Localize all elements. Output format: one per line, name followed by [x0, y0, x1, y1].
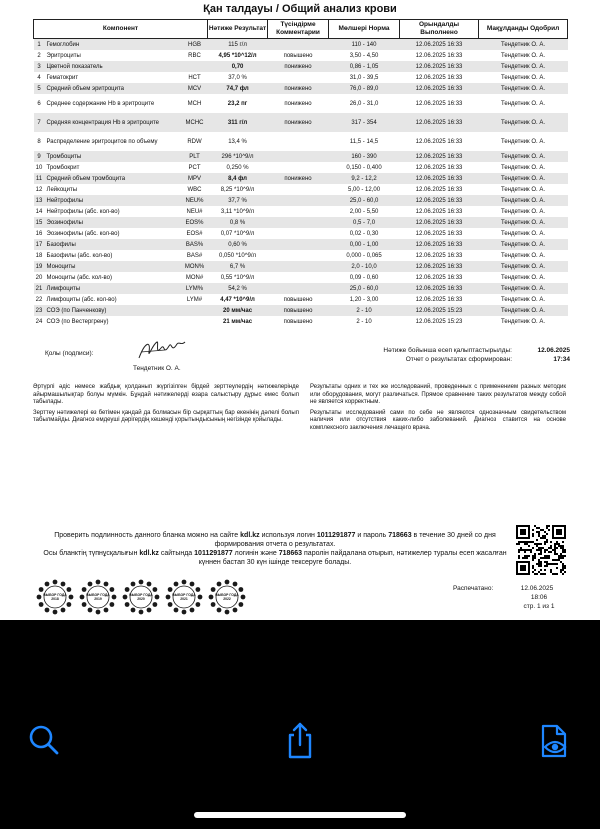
row-number: 7	[34, 113, 45, 132]
qr-code	[516, 525, 566, 575]
row-number: 8	[37, 138, 41, 145]
row-norm: 0,09 - 0,60	[349, 274, 379, 281]
row-norm: 160 - 390	[329, 151, 400, 162]
row-approved: Тендетник О. А.	[479, 261, 568, 272]
table-row	[34, 272, 568, 283]
row-approved: Тендетник О. А.	[501, 318, 546, 325]
row-approved: Тендетник О. А.	[479, 83, 568, 94]
row-number: 12	[35, 186, 43, 193]
row-norm: 317 - 354	[329, 113, 400, 132]
table-row	[34, 113, 568, 132]
report-date-label: Нәтиже бойынша есеп қалыптастырылды:	[383, 347, 512, 354]
row-approved: Тендетник О. А.	[479, 217, 568, 228]
verify-password: 718663	[388, 532, 412, 539]
row-done: 12.06.2025 16:33	[415, 208, 463, 215]
row-result: 8,25 *10^9/л	[220, 186, 255, 193]
signer-name: Тендетник О. А.	[133, 365, 181, 372]
row-number: 18	[35, 252, 43, 259]
table-row	[34, 173, 568, 184]
row-done: 12.06.2025 16:33	[400, 113, 479, 132]
row-code: PCT	[188, 164, 201, 171]
col-norm: Мөлшері Норма	[329, 20, 400, 39]
row-number: 10	[35, 164, 43, 171]
row-comment: понижено	[268, 113, 329, 132]
row-approved: Тендетник О. А.	[479, 151, 568, 162]
row-number: 4	[37, 74, 41, 81]
report-time-value: 17:34	[553, 356, 570, 363]
table-row	[34, 195, 568, 206]
row-done: 12.06.2025 15:23	[400, 305, 479, 316]
row-component: Гематокрит	[46, 74, 79, 81]
row-component: Гемоглобин	[45, 39, 182, 51]
table-row	[34, 184, 568, 195]
row-component: Цветной показатель	[45, 61, 182, 72]
row-result: 0,250 %	[226, 164, 249, 171]
row-norm: 1,20 - 3,00	[349, 296, 379, 303]
row-comment: понижено	[284, 100, 312, 107]
row-comment	[268, 39, 329, 51]
row-done: 12.06.2025 16:33	[415, 230, 463, 237]
row-approved: Тендетник О. А.	[479, 113, 568, 132]
row-norm: 3,50 - 4,50	[349, 52, 379, 59]
row-done: 12.06.2025 16:33	[400, 39, 479, 51]
row-comment	[268, 162, 329, 173]
row-result: 0,70	[208, 61, 268, 72]
row-done: 12.06.2025 16:33	[400, 283, 479, 294]
row-done: 12.06.2025 16:33	[400, 173, 479, 184]
row-norm: 110 - 140	[329, 39, 400, 51]
row-code	[182, 316, 208, 327]
row-done: 12.06.2025 16:33	[400, 239, 479, 250]
row-result: 3,11 *10^9/л	[220, 208, 255, 215]
row-approved: Тендетник О. А.	[501, 296, 546, 303]
row-norm: 0,5 - 7,0	[329, 217, 400, 228]
col-done: Орындалды Выполнено	[400, 20, 479, 39]
row-component: Средний объем эритроцита	[45, 83, 182, 94]
row-code: EOS#	[186, 230, 203, 237]
row-approved: Тендетник О. А.	[501, 274, 546, 281]
row-code: MON%	[182, 261, 208, 272]
row-comment	[268, 151, 329, 162]
report-date-value: 12.06.2025	[537, 347, 570, 354]
row-component: Лейкоциты	[46, 186, 78, 193]
row-code: MON#	[185, 274, 204, 281]
row-code: EOS%	[182, 217, 208, 228]
award-badge: ВЫБОР ГОДА 2019	[78, 578, 118, 616]
row-result: 296 *10^9/л	[208, 151, 268, 162]
row-approved: Тендетник О. А.	[501, 208, 546, 215]
row-approved: Тендетник О. А.	[501, 186, 546, 193]
row-comment	[268, 239, 329, 250]
row-component: Эритроциты	[46, 52, 81, 59]
row-comment: повышено	[268, 305, 329, 316]
row-comment	[268, 72, 329, 83]
row-comment	[268, 283, 329, 294]
table-row	[34, 283, 568, 294]
row-result: 37,7 %	[208, 195, 268, 206]
row-number: 2	[37, 52, 41, 59]
row-norm: 2 - 10	[356, 318, 372, 325]
row-code: RBC	[188, 52, 201, 59]
row-done: 12.06.2025 16:33	[415, 252, 463, 259]
row-result: 23,2 пг	[227, 100, 248, 107]
printed-time: 18:06	[530, 594, 548, 601]
home-indicator[interactable]	[194, 812, 406, 818]
col-comment: Түсіндірме Комментарии	[268, 20, 329, 39]
row-norm: 0,02 - 0,30	[349, 230, 379, 237]
row-comment: повышено	[283, 52, 313, 59]
row-number: 5	[34, 83, 45, 94]
signature-label: Қолы (подписи):	[45, 350, 94, 357]
table-row	[34, 239, 568, 250]
row-approved: Тендетник О. А.	[479, 305, 568, 316]
row-done: 12.06.2025 16:33	[415, 52, 463, 59]
row-approved: Тендетник О. А.	[479, 239, 568, 250]
row-result: 74,7 фл	[208, 83, 268, 94]
row-code: MCH	[187, 100, 202, 107]
row-number: 9	[34, 151, 45, 162]
row-norm: 2,00 - 5,50	[349, 208, 379, 215]
row-result: 13,4 %	[228, 138, 247, 145]
table-row	[34, 50, 568, 61]
row-done: 12.06.2025 16:33	[415, 138, 463, 145]
row-result: 0,050 *10^9/л	[219, 252, 257, 259]
table-row	[34, 39, 568, 51]
row-norm: 25,0 - 60,0	[329, 195, 400, 206]
row-code: RDW	[187, 138, 202, 145]
row-comment	[268, 217, 329, 228]
row-approved: Тендетник О. А.	[501, 164, 546, 171]
row-component: Тромбоциты	[45, 151, 182, 162]
row-component: Базофилы (абс. кол-во)	[46, 252, 113, 259]
note-ru-2: Результаты исследований сами по себе не являются однозначным свидетельством наличия или отсутствия каких-либо заболеваний. Диагноз ставится на основе комплексного заключения лечащего врача.	[310, 409, 566, 431]
row-done: 12.06.2025 15:23	[415, 318, 463, 325]
note-ru-1: Результаты одних и тех же исследований, проведенных с применением разных методик или оборудования, могут различаться. Прямое сравнение таких результатов между собой не является корректным.	[310, 384, 566, 406]
printed-label: Распечатано:	[453, 585, 494, 592]
row-norm: 76,0 - 89,0	[329, 83, 400, 94]
row-comment: повышено	[283, 296, 313, 303]
row-code	[182, 61, 208, 72]
row-done: 12.06.2025 16:33	[415, 74, 463, 81]
row-number: 15	[34, 217, 45, 228]
row-norm: 2,0 - 10,0	[329, 261, 400, 272]
row-done: 12.06.2025 16:33	[415, 100, 463, 107]
row-done: 12.06.2025 16:33	[400, 83, 479, 94]
table-row	[34, 261, 568, 272]
row-number: 16	[35, 230, 43, 237]
row-component: Распределение эритроцитов по объему	[46, 138, 158, 145]
row-component: Средний объем тромбоцита	[45, 173, 182, 184]
note-kz-1: Әртүрлі әдіс немесе жабдық қолданып жүргізілген бірдей зерттеулердің нәтижелерінде айырмашылықтар болуы мүмкін. Бұндай нәтижелерді өзара салыстыру дұрыс емес болып табылады.	[33, 384, 299, 406]
row-component: Базофилы	[45, 239, 182, 250]
table-row	[34, 151, 568, 162]
row-component: СОЭ (по Вестергрену)	[46, 318, 109, 325]
row-approved: Тендетник О. А.	[501, 74, 546, 81]
row-result: 6,7 %	[208, 261, 268, 272]
row-comment	[268, 195, 329, 206]
row-number: 13	[34, 195, 45, 206]
report-time-label: Отчет о результатах сформирован:	[405, 356, 512, 363]
table-header	[34, 20, 568, 39]
col-approved: Мақұлданды Одобрил	[479, 20, 568, 39]
row-norm: 25,0 - 60,0	[329, 283, 400, 294]
award-badge: ВЫБОР ГОДА 2020	[121, 578, 161, 616]
row-component: Моноциты	[45, 261, 182, 272]
page-title: Қан талдауы / Общий анализ крови	[203, 3, 397, 15]
row-component: Лимфоциты (абс. кол-во)	[46, 296, 117, 303]
row-number: 17	[34, 239, 45, 250]
row-comment	[268, 250, 329, 261]
row-approved: Тендетник О. А.	[479, 61, 568, 72]
row-norm: 0,150 - 0,400	[346, 164, 382, 171]
row-code: LYM%	[182, 283, 208, 294]
row-number: 3	[34, 61, 45, 72]
award-badges	[35, 578, 247, 616]
row-code: MPV	[182, 173, 208, 184]
row-number: 21	[34, 283, 45, 294]
row-code	[182, 305, 208, 316]
row-code: HCT	[188, 74, 201, 81]
verify-site: kdl.kz	[240, 532, 260, 539]
table-row	[34, 132, 568, 151]
row-code: PLT	[182, 151, 208, 162]
visual-lookup-icon[interactable]	[535, 720, 575, 760]
notes-russian	[310, 384, 566, 436]
row-result: 115 г/л	[208, 39, 268, 51]
row-result: 0,07 *10^9/л	[220, 230, 255, 237]
row-component: Среднее содержание Hb в эритроците	[46, 100, 155, 107]
row-result: 311 г/л	[208, 113, 268, 132]
row-code: NEU#	[186, 208, 203, 215]
share-icon[interactable]	[280, 720, 320, 760]
row-comment: повышено	[283, 318, 313, 325]
row-approved: Тендетник О. А.	[501, 138, 546, 145]
row-code: MCV	[182, 83, 208, 94]
row-approved: Тендетник О. А.	[479, 195, 568, 206]
table-row	[34, 83, 568, 94]
table-row	[34, 316, 568, 327]
row-code: WBC	[187, 186, 202, 193]
row-done: 12.06.2025 16:33	[400, 217, 479, 228]
row-comment	[268, 272, 329, 283]
row-comment	[268, 132, 329, 151]
col-component: Компонент	[34, 20, 208, 39]
note-kz-2: Зерттеу нәтижелері өз бетімен қандай да болмасын бір сырқаттың бар екенінің дәлелі болып табылмайды. Диагноз емдеуші дәрігердің кешенді қорытындысының негізінде қойылады.	[33, 409, 299, 424]
row-done: 12.06.2025 16:33	[400, 261, 479, 272]
row-component: Лимфоциты	[45, 283, 182, 294]
row-done: 12.06.2025 16:33	[400, 151, 479, 162]
row-done: 12.06.2025 16:33	[400, 195, 479, 206]
row-code: BAS#	[186, 252, 203, 259]
row-norm: 0,00 - 1,00	[329, 239, 400, 250]
report-date-block	[352, 346, 570, 364]
table-row	[34, 206, 568, 217]
row-norm: 2 - 10	[329, 305, 400, 316]
row-result: 0,60 %	[208, 239, 268, 250]
row-code: HGB	[182, 39, 208, 51]
row-result: 0,55 *10^9/л	[220, 274, 255, 281]
row-component: СОЭ (по Панченкову)	[45, 305, 182, 316]
row-result: 21 мм/час	[223, 318, 253, 325]
row-done: 12.06.2025 16:33	[400, 61, 479, 72]
row-component: Эозинофилы	[45, 217, 182, 228]
row-component: Эозинофилы (абс. кол-во)	[46, 230, 120, 237]
verify-login: 1011291877	[316, 532, 356, 539]
table-row	[34, 61, 568, 72]
table-row	[34, 217, 568, 228]
row-code: MCHC	[182, 113, 208, 132]
row-number: 23	[34, 305, 45, 316]
row-norm: 0,000 - 0,065	[346, 252, 382, 259]
row-approved: Тендетник О. А.	[501, 52, 546, 59]
row-approved: Тендетник О. А.	[479, 283, 568, 294]
notes-kazakh	[33, 384, 299, 428]
row-number: 24	[35, 318, 43, 325]
table-row	[34, 72, 568, 83]
row-comment	[268, 261, 329, 272]
row-number: 20	[35, 274, 43, 281]
results-table	[33, 19, 568, 327]
verification-text: Проверить подлинность данного бланка можно на сайте kdl.kz используя логин 1011291877 и пароль 718663 в течение 30 дней со дня формирования отчета о результатах. Осы бланктің түпнұсқалығын kdl.kz сайтында 1011291877 логинін және 718663 паролін пайдалана отырып, нәтижелер туралы есеп жасалған күннен бастап 30 күн ішінде тексеруге болады.	[43, 532, 507, 566]
row-number: 6	[37, 100, 41, 107]
row-approved: Тендетник О. А.	[479, 39, 568, 51]
row-comment: понижено	[268, 173, 329, 184]
print-info	[453, 584, 565, 611]
row-comment	[268, 228, 329, 239]
row-code: LYM#	[186, 296, 203, 303]
row-norm: 0,86 - 1,05	[329, 61, 400, 72]
row-norm: 31,0 - 39,5	[349, 74, 379, 81]
table-row	[34, 294, 568, 305]
row-component: Нейтрофилы	[45, 195, 182, 206]
row-approved: Тендетник О. А.	[479, 173, 568, 184]
row-number: 19	[34, 261, 45, 272]
row-approved: Тендетник О. А.	[501, 230, 546, 237]
row-result: 8,4 фл	[208, 173, 268, 184]
row-done: 12.06.2025 16:33	[415, 274, 463, 281]
row-number: 11	[34, 173, 45, 184]
row-approved: Тендетник О. А.	[501, 100, 546, 107]
row-number: 22	[35, 296, 43, 303]
row-norm: 11,5 - 14,5	[349, 138, 379, 145]
award-badge: ВЫБОР ГОДА 2021	[164, 578, 204, 616]
signature-image	[135, 338, 190, 364]
row-comment: понижено	[268, 61, 329, 72]
row-result: 20 мм/час	[208, 305, 268, 316]
row-code: BAS%	[182, 239, 208, 250]
row-number: 1	[34, 39, 45, 51]
bottom-toolbar	[0, 720, 600, 770]
table-row	[34, 305, 568, 316]
row-norm: 5,00 - 12,00	[348, 186, 381, 193]
row-result: 4,95 *10^12/л	[218, 52, 257, 59]
award-badge: ВЫБОР ГОДА 2022	[207, 578, 247, 616]
row-result: 4,47 *10^9/л	[220, 296, 255, 303]
row-code: NEU%	[182, 195, 208, 206]
row-component: Тромбокрит	[46, 164, 80, 171]
table-row	[34, 250, 568, 261]
row-comment	[268, 206, 329, 217]
row-result: 37,0 %	[228, 74, 247, 81]
col-result: Нәтиже Результат	[208, 20, 268, 39]
table-row	[34, 162, 568, 173]
row-component: Моноциты (абс. кол-во)	[46, 274, 112, 281]
award-badge: ВЫБОР ГОДА 2018	[35, 578, 75, 616]
row-component: Нейтрофилы (абс. кол-во)	[46, 208, 120, 215]
row-norm: 9,2 - 12,2	[329, 173, 400, 184]
row-number: 14	[35, 208, 43, 215]
row-comment	[268, 184, 329, 195]
row-comment: понижено	[268, 83, 329, 94]
row-component: Средняя концентрация Hb в эритроците	[45, 113, 182, 132]
table-row	[34, 94, 568, 113]
row-done: 12.06.2025 16:33	[415, 164, 463, 171]
row-done: 12.06.2025 16:33	[415, 186, 463, 193]
row-approved: Тендетник О. А.	[501, 252, 546, 259]
printed-date: 12.06.2025	[520, 585, 554, 592]
row-result: 0,8 %	[208, 217, 268, 228]
row-done: 12.06.2025 16:33	[415, 296, 463, 303]
search-icon[interactable]	[25, 720, 65, 760]
row-norm: 26,0 - 31,0	[349, 100, 379, 107]
page-number: стр. 1 из 1	[523, 603, 555, 610]
row-result: 54,2 %	[208, 283, 268, 294]
table-row	[34, 228, 568, 239]
